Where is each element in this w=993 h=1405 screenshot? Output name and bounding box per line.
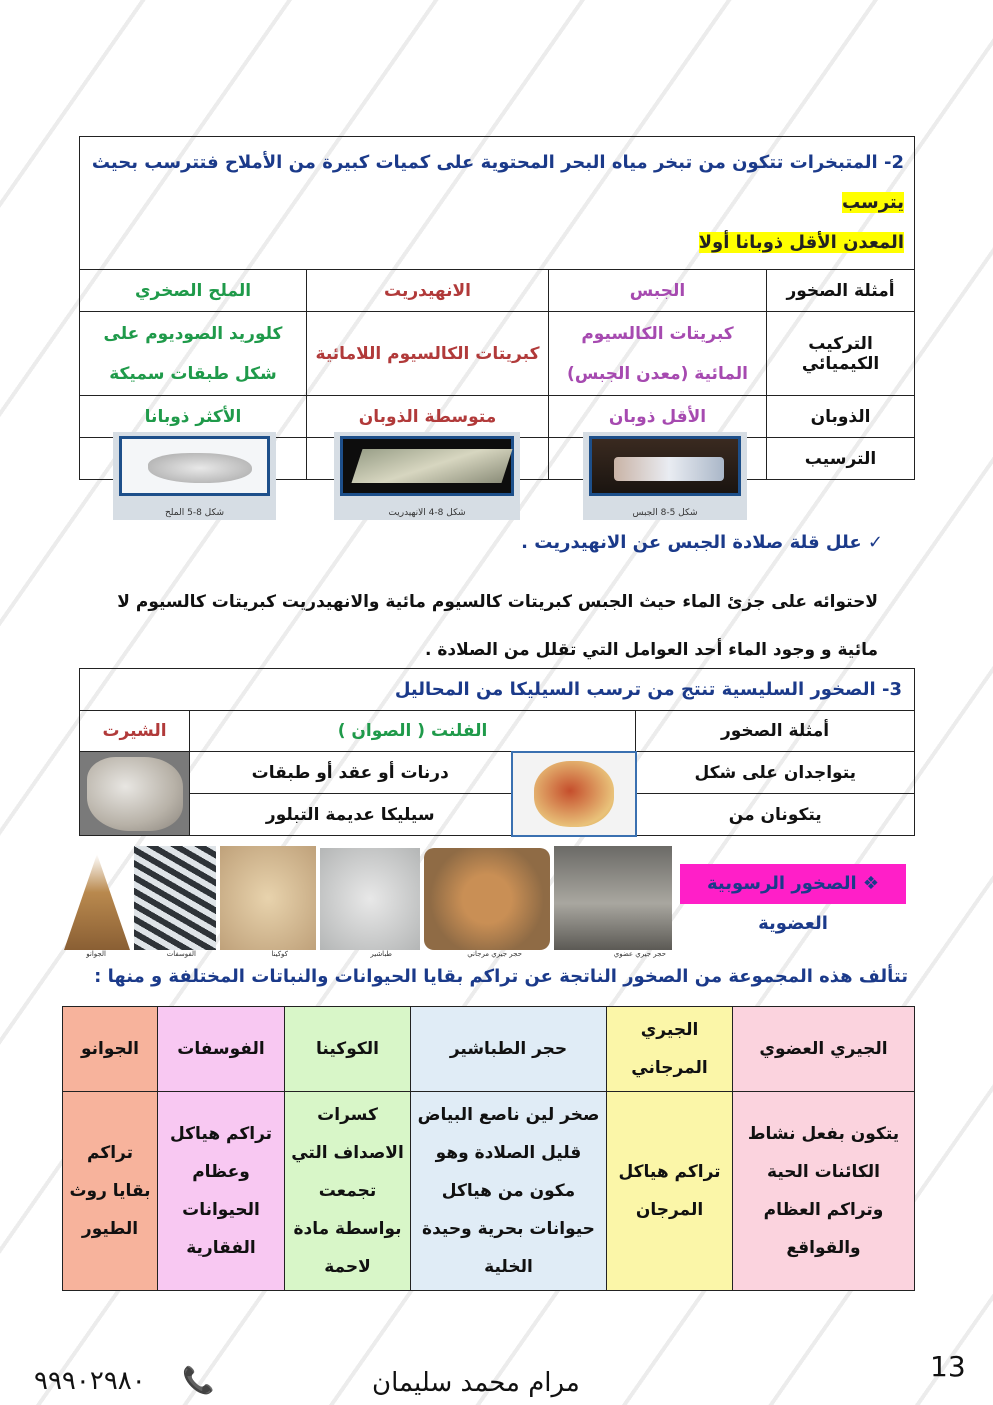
flint-name: الفلنت ( الصوان ): [190, 711, 636, 752]
col-phosphate-desc: تراكم هياكل وعظام الحيوانات الفقارية: [158, 1092, 285, 1291]
evaporites-highlight-1: يترسب: [841, 192, 904, 213]
evaporites-heading-text: 2- المتبخرات تتكون من تبخر مياه البحر المحتوية على كميات كبيرة من الأملاح فتترسب بحيث: [91, 152, 904, 173]
guano-caption: الجوانو: [86, 950, 106, 958]
organic-intro: تتألف هذه المجموعة من الصخور الناتجة عن تراكم بقايا الحيوانات والنباتات المختلفة و منها :: [94, 966, 908, 987]
siliceous-table: [79, 668, 915, 837]
cell-halite-composition: كلوريد الصوديوم على شكل طبقات سميكة: [80, 312, 307, 396]
form-label: يتواجدان على شكل: [636, 752, 915, 794]
answer-text: لاحتوائه على جزئ الماء حيث الجبس كبريتات كالسيوم مائية والانهيدريت كبريتات كالسيوم لا مائية و وجود الماء أحد العوامل التي تقلل من الصلادة .: [117, 592, 878, 660]
gypsum-caption: شكل 5-8 الجبس: [632, 508, 698, 518]
row-label-solubility: الذوبان: [767, 396, 915, 438]
cell-anhydrite-name: الانهيدريت: [307, 270, 549, 312]
evaporites-heading: [80, 137, 915, 270]
col-organic-limestone-desc: يتكون بفعل نشاط الكائنات الحية وتراكم العظام والقواقع: [733, 1092, 915, 1291]
guano-image: [64, 854, 130, 950]
organic-limestone-image: [554, 846, 672, 950]
made-label: يتكونان من: [636, 794, 915, 836]
evaporites-highlight-2: المعدن الأقل ذوبانا أولا: [698, 232, 904, 253]
flint-image: [512, 752, 636, 836]
col-phosphate-name: الفوسفات: [158, 1007, 285, 1092]
row-label-deposition: الترسيب: [767, 438, 915, 480]
organic-limestone-caption: حجر جيري عضوي: [613, 950, 666, 958]
phone-icon: 📞: [182, 1366, 215, 1396]
coquina-image: [220, 846, 316, 950]
col-coral-limestone-desc: تراكم هياكل المرجان: [607, 1092, 733, 1291]
coquina-caption: كوكينا: [271, 950, 288, 958]
cell-gypsum-solubility: الأقل ذوبان: [549, 396, 767, 438]
chert-name: الشيرت: [80, 711, 190, 752]
cell-anhydrite-composition: كبريتات الكالسيوم اللامائية: [307, 312, 549, 396]
gypsum-specimen-image: [583, 432, 747, 520]
cell-anhydrite-solubility: متوسطة الذوبان: [307, 396, 549, 438]
row-label-examples: أمثلة الصخور: [767, 270, 915, 312]
cell-halite-solubility: الأكثر ذوبانا: [80, 396, 307, 438]
form-value-text: درنات أو عقد أو طبقات: [251, 762, 449, 783]
form-value: [190, 752, 512, 794]
chalk-image: [320, 848, 420, 950]
chert-image: [80, 752, 190, 836]
organic-section-title: [680, 864, 906, 934]
col-guano-desc: تراكم بقايا روث الطيور: [63, 1092, 158, 1291]
halite-caption: شكل 8-5 الملح: [164, 508, 225, 518]
col-guano-name: الجوانو: [63, 1007, 158, 1092]
anhydrite-caption: شكل 8-4 الانهيدريت: [388, 508, 466, 518]
organic-title-text: الصخور الرسوبية العضوية: [706, 873, 857, 934]
cell-halite-name: الملح الصخري: [80, 270, 307, 312]
question-text: علل قلة صلادة الجبس عن الانهيدريت .: [521, 532, 862, 553]
evaporites-table: [79, 136, 915, 480]
phosphate-image: [134, 846, 216, 950]
organic-rocks-table: [62, 1006, 915, 1291]
page-number: 13: [930, 1350, 966, 1383]
col-organic-limestone-name: الجيري العضوي: [733, 1007, 915, 1092]
cell-gypsum-composition: كبريتات الكالسيوم المائية (معدن الجبس): [549, 312, 767, 396]
question-note: [521, 532, 883, 553]
col-chalk-name: حجر الطباشير: [411, 1007, 607, 1092]
anhydrite-specimen-image: [334, 432, 520, 520]
check-icon: ✓: [867, 532, 883, 553]
phone-number: ٩٩٩٠٢٩٨٠: [34, 1366, 146, 1396]
halite-specimen-image: [113, 432, 276, 520]
organic-rocks-images: [64, 846, 672, 962]
phosphate-caption: الفوسفات: [166, 950, 196, 958]
coral-limestone-image: [424, 848, 550, 950]
col-coral-limestone-name: الجيري المرجاني: [607, 1007, 733, 1092]
coral-limestone-caption: حجر جيري مرجاني: [467, 950, 522, 958]
col-coquina-name: الكوكينا: [285, 1007, 411, 1092]
chalk-caption: طباشير: [370, 950, 392, 958]
siliceous-heading: 3- الصخور السليسية تنتج من ترسب السيليكا من المحاليل: [80, 669, 915, 711]
author-name: مرام محمد سليمان: [372, 1368, 580, 1398]
made-value: سيليكا عديمة التبلور: [190, 794, 512, 836]
diamond-bullet-icon: ❖: [862, 873, 880, 894]
cell-gypsum-name: الجبس: [549, 270, 767, 312]
col-chalk-desc: صخر لين ناصع البياض قليل الصلادة وهو مكون من هياكل حيوانات بحرية وحيدة الخلية: [411, 1092, 607, 1291]
col-coquina-desc: كسرات الاصداف التي تجمعت بواسطة مادة لاحمة: [285, 1092, 411, 1291]
siliceous-examples-label: أمثلة الصخور: [636, 711, 915, 752]
row-label-composition: التركيب الكيميائي: [767, 312, 915, 396]
